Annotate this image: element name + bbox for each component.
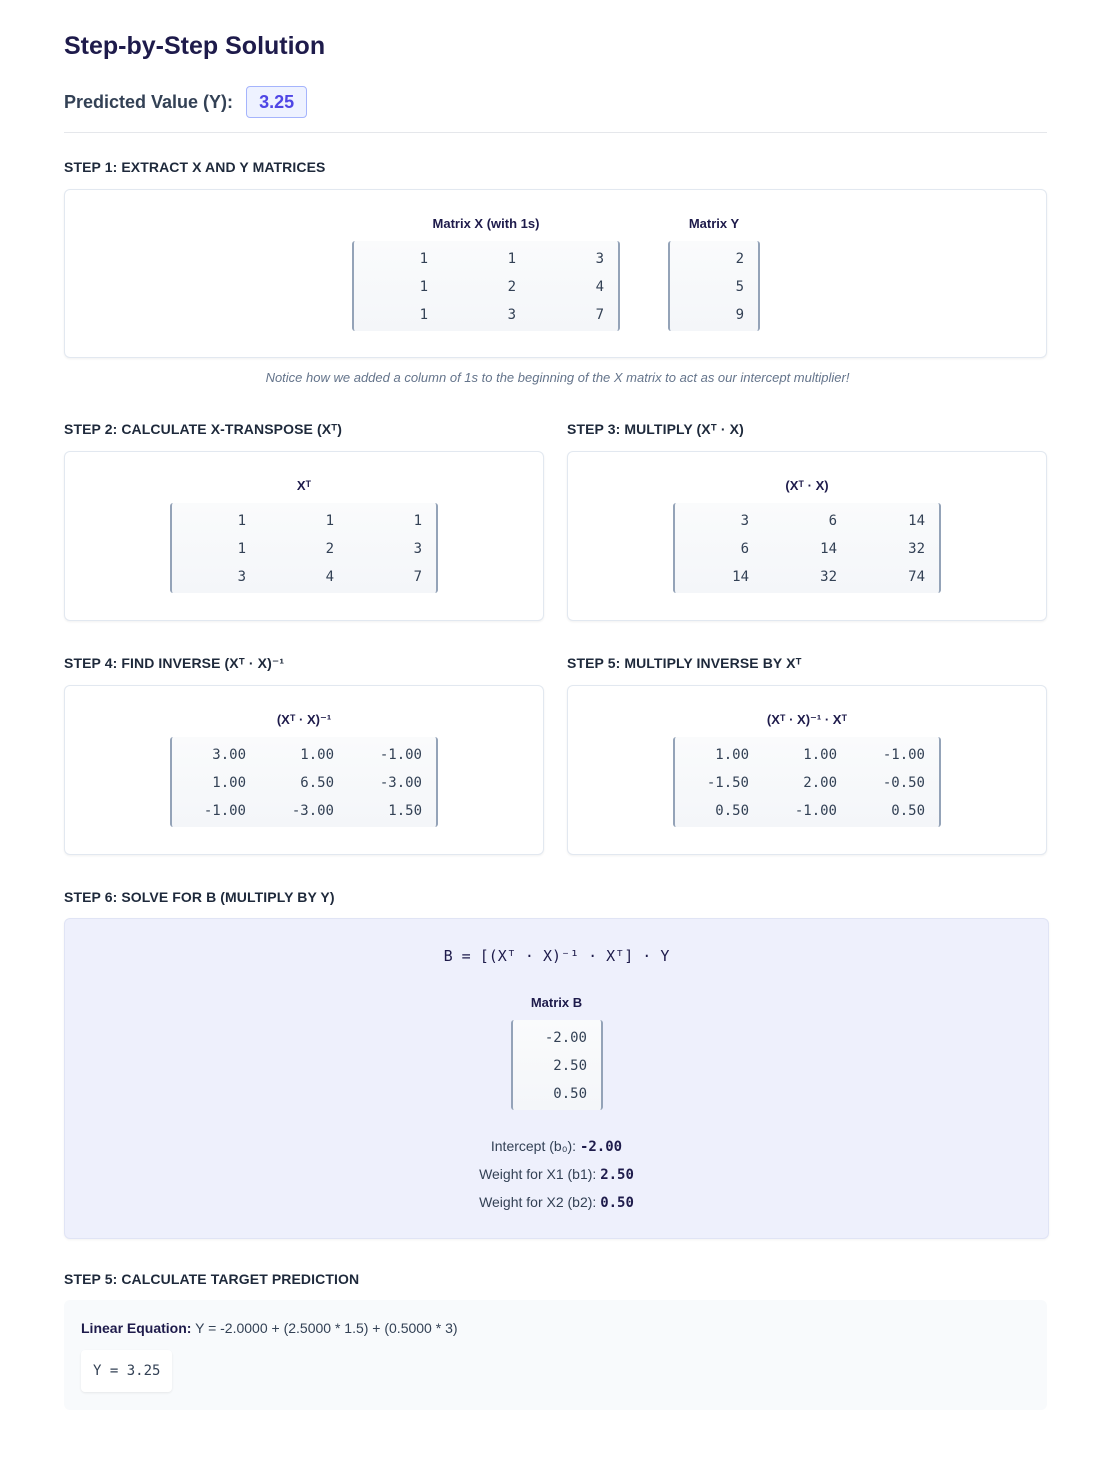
matrix-cell: 3: [740, 513, 749, 529]
linear-equation-label: Linear Equation:: [81, 1320, 192, 1336]
matrix-cell: 1: [237, 513, 246, 529]
matrix-cell: 14: [732, 569, 749, 585]
matrix-cell: 1.00: [300, 747, 334, 763]
step2-caption: Xᵀ: [296, 478, 312, 493]
matrix-x: [352, 241, 620, 331]
step3-caption: (Xᵀ · X): [785, 478, 829, 493]
weight-x2-value: 0.50: [600, 1195, 634, 1211]
matrix-cell: -3.00: [379, 775, 422, 791]
matrix-cell: 1.00: [715, 747, 749, 763]
matrix-cell: -0.50: [882, 775, 925, 791]
xtx-matrix: [673, 503, 941, 593]
inverse-matrix: [170, 737, 438, 827]
matrix-y: [668, 241, 760, 331]
matrix-cell: 0.50: [891, 803, 925, 819]
matrix-cell: 14: [820, 541, 837, 557]
linear-equation-text: Y = -2.0000 + (2.5000 * 1.5) + (0.5000 * 3): [195, 1320, 458, 1336]
matrix-cell: 1.50: [388, 803, 422, 819]
prediction-label: Predicted Value (Y):: [64, 91, 234, 112]
matrix-cell: -3.00: [291, 803, 334, 819]
matrix-cell: 5: [735, 279, 744, 295]
step5-heading: STEP 5: MULTIPLY INVERSE BY Xᵀ: [567, 655, 802, 671]
matrix-cell: 2.00: [803, 775, 837, 791]
matrix-cell: 1: [507, 251, 516, 267]
matrix-cell: 3: [595, 251, 604, 267]
matrix-cell: 1.00: [212, 775, 246, 791]
matrix-cell: -1.00: [379, 747, 422, 763]
matrix-cell: 3.00: [212, 747, 246, 763]
divider: [64, 132, 1047, 133]
step4-caption: (Xᵀ · X)⁻¹: [276, 712, 332, 727]
page-title: Step-by-Step Solution: [64, 32, 326, 60]
inverse-xt-matrix: [673, 737, 941, 827]
weight-x1-value: 2.50: [600, 1167, 634, 1183]
matrix-cell: -1.00: [203, 803, 246, 819]
matrix-b-caption: Matrix B: [530, 995, 583, 1010]
intercept-value: -2.00: [579, 1139, 623, 1155]
xt-matrix: [170, 503, 438, 593]
solution-formula: B = [(Xᵀ · X)⁻¹ · Xᵀ] · Y: [443, 947, 670, 965]
matrix-cell: 1: [237, 541, 246, 557]
matrix-cell: 14: [908, 513, 925, 529]
matrix-cell: 3: [237, 569, 246, 585]
matrix-cell: 7: [595, 307, 604, 323]
weight-x1-row: [65, 1166, 1048, 1183]
matrix-cell: 6.50: [300, 775, 334, 791]
matrix-cell: 32: [908, 541, 925, 557]
step2-heading: STEP 2: CALCULATE X-TRANSPOSE (Xᵀ): [64, 421, 343, 437]
prediction-result: Y = 3.25: [81, 1350, 172, 1392]
matrix-y-caption: Matrix Y: [688, 216, 740, 231]
intercept-label: Intercept (b₀):: [490, 1138, 577, 1154]
final-heading: STEP 5: CALCULATE TARGET PREDICTION: [64, 1271, 360, 1287]
step1-note: Notice how we added a column of 1s to the beginning of the X matrix to act as our intercept multiplier!: [265, 370, 850, 385]
matrix-cell: 1: [419, 307, 428, 323]
matrix-cell: 1: [419, 251, 428, 267]
matrix-cell: 6: [828, 513, 837, 529]
matrix-cell: 1: [413, 513, 422, 529]
prediction-row: [64, 86, 307, 118]
matrix-cell: 2: [735, 251, 744, 267]
matrix-cell: -1.00: [794, 803, 837, 819]
weight-x2-row: [65, 1194, 1048, 1211]
matrix-cell: 1: [325, 513, 334, 529]
matrix-cell: 32: [820, 569, 837, 585]
step3-heading: STEP 3: MULTIPLY (Xᵀ · X): [567, 421, 744, 437]
matrix-x-caption: Matrix X (with 1s): [432, 216, 540, 231]
matrix-cell: 2: [325, 541, 334, 557]
matrix-cell: 6: [740, 541, 749, 557]
matrix-cell: 4: [325, 569, 334, 585]
linear-equation: [81, 1320, 458, 1336]
matrix-cell: 9: [735, 307, 744, 323]
matrix-cell: 3: [413, 541, 422, 557]
matrix-cell: 74: [908, 569, 925, 585]
prediction-value-badge: 3.25: [246, 86, 307, 118]
step6-heading: STEP 6: SOLVE FOR B (MULTIPLY BY Y): [64, 889, 335, 905]
step4-heading: STEP 4: FIND INVERSE (Xᵀ · X)⁻¹: [64, 655, 285, 671]
matrix-cell: 0.50: [715, 803, 749, 819]
matrix-cell: 1: [419, 279, 428, 295]
weight-x2-label: Weight for X2 (b2):: [479, 1194, 597, 1210]
matrix-cell: 4: [595, 279, 604, 295]
matrix-cell: 7: [413, 569, 422, 585]
matrix-cell: 2.50: [553, 1058, 587, 1074]
matrix-cell: 0.50: [553, 1086, 587, 1102]
intercept-row: [65, 1138, 1048, 1155]
final-prediction-box: [64, 1300, 1047, 1410]
matrix-cell: -1.00: [882, 747, 925, 763]
step6-panel: [64, 918, 1049, 1239]
matrix-cell: 3: [507, 307, 516, 323]
matrix-cell: -2.00: [544, 1030, 587, 1046]
matrix-cell: 2: [507, 279, 516, 295]
matrix-b: [511, 1020, 603, 1110]
step1-heading: STEP 1: EXTRACT X AND Y MATRICES: [64, 159, 326, 175]
matrix-cell: -1.50: [706, 775, 749, 791]
step5-caption: (Xᵀ · X)⁻¹ · Xᵀ: [766, 712, 848, 727]
matrix-cell: 1.00: [803, 747, 837, 763]
weight-x1-label: Weight for X1 (b1):: [479, 1166, 597, 1182]
